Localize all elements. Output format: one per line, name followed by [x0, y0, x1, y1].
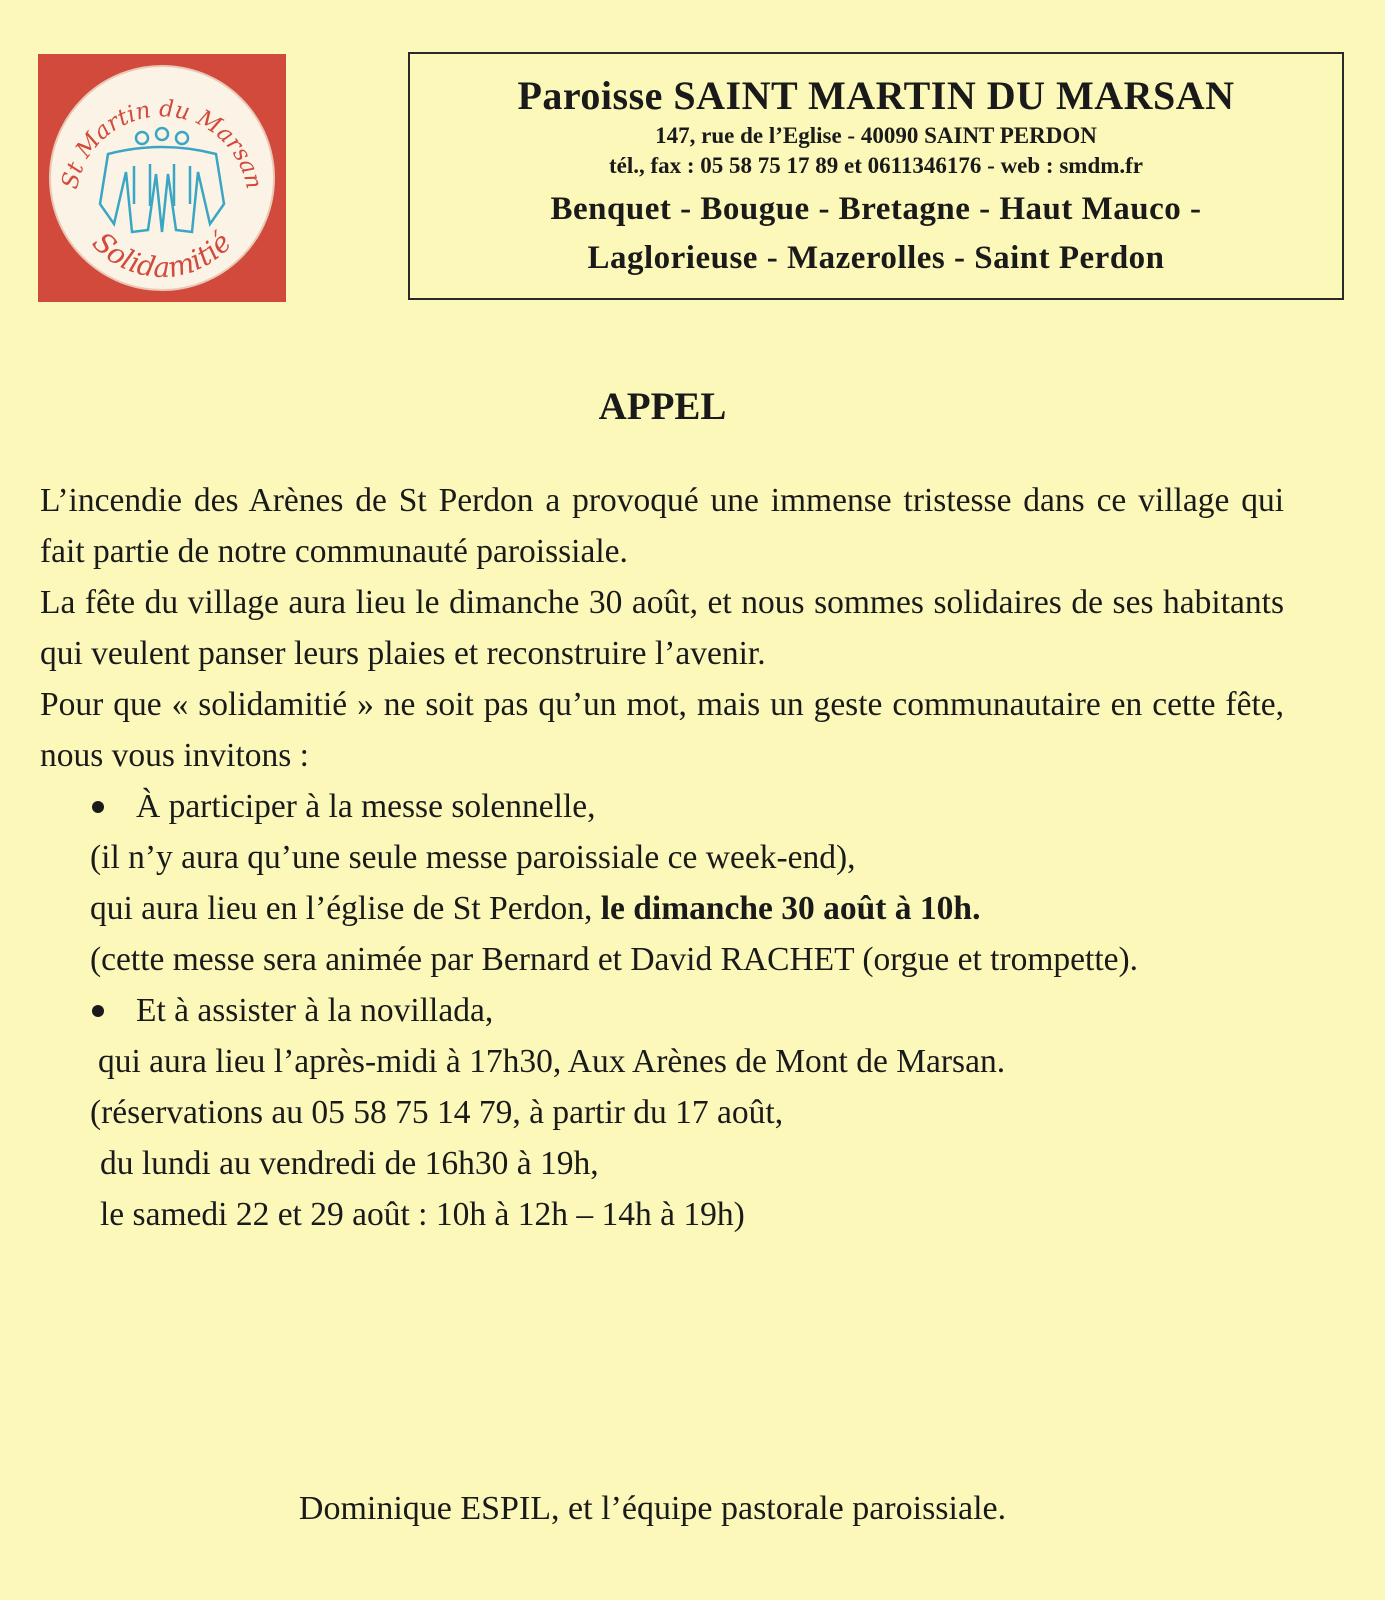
reservation-weekdays: du lundi au vendredi de 16h30 à 19h,: [100, 1145, 599, 1182]
mass-music: (cette messe sera animée par Bernard et David RACHET (orgue et trompette).: [90, 941, 1139, 978]
villages-line-2: Laglorieuse - Mazerolles - Saint Perdon: [587, 240, 1165, 276]
paragraph-3: Pour que « solidamitié » ne soit pas qu’un mot, mais un geste communautaire en cette fête, nous vous invitons :: [40, 686, 1284, 774]
bullet-mass-text: À participer à la messe solennelle,: [136, 788, 596, 825]
reservation-phone: (réservations au 05 58 75 14 79, à partir du 17 août,: [90, 1094, 784, 1131]
parish-address: 147, rue de l’Eglise - 40090 SAINT PERDON: [655, 123, 1097, 148]
mass-date: le dimanche 30 août à 10h.: [600, 890, 981, 927]
villages-line-1: Benquet - Bougue - Bretagne - Haut Mauco -: [550, 191, 1202, 227]
parish-title: Paroisse SAINT MARTIN DU MARSAN: [517, 73, 1235, 118]
bullet-item-mass: [40, 781, 1284, 832]
mass-location: [40, 883, 1284, 934]
logo-text-bottom: Solidamitié: [86, 225, 238, 285]
mass-note: (il n’y aura qu’une seule messe paroissiale ce week-end),: [90, 839, 856, 876]
bullet-item-novillada: [40, 985, 1284, 1036]
letter-body: [40, 475, 1284, 1240]
parish-logo: [38, 54, 286, 302]
parish-contact: tél., fax : 05 58 75 17 89 et 0611346176 - web : smdm.fr: [608, 153, 1144, 178]
parish-header: [408, 52, 1344, 300]
reservation-saturdays: le samedi 22 et 29 août : 10h à 12h – 14h à 19h): [100, 1196, 745, 1233]
mass-location-text: qui aura lieu en l’église de St Perdon,: [90, 890, 601, 927]
parish-villages: [410, 185, 1342, 283]
logo-text-top: St Martin du Marsan: [57, 96, 267, 192]
solidamitie-logo-graphic: [38, 54, 286, 302]
signature: Dominique ESPIL, et l’équipe pastorale paroissiale.: [298, 1490, 1007, 1527]
paragraph-2: La fête du village aura lieu le dimanche 30 août, et nous sommes solidaires de ses habitants qui veulent panser leurs plaies et reconstruire l’avenir.: [40, 584, 1284, 672]
bullet-novillada-text: Et à assister à la novillada,: [136, 992, 494, 1029]
page-heading: APPEL: [598, 385, 727, 428]
novillada-details: qui aura lieu l’après-midi à 17h30, Aux Arènes de Mont de Marsan.: [98, 1043, 1006, 1080]
paragraph-1: L’incendie des Arènes de St Perdon a provoqué une immense tristesse dans ce village qui fait partie de notre communauté paroissiale.: [40, 482, 1284, 570]
